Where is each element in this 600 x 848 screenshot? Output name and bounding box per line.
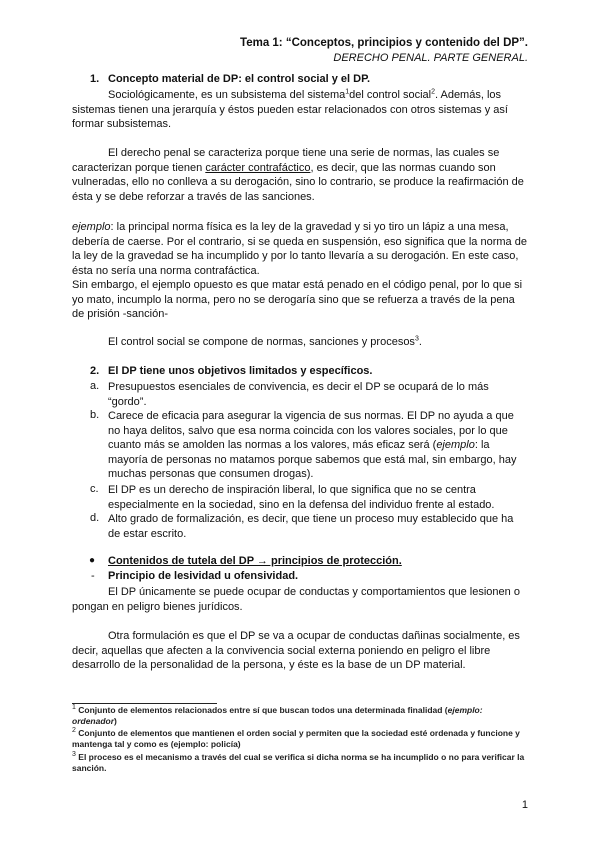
principle-heading: Principio de lesividad u ofensividad.	[108, 570, 299, 582]
document-title: Tema 1: “Conceptos, principios y contenido del DP”.	[240, 37, 528, 49]
footnote-ref-1: 1	[345, 88, 350, 96]
list-item: Alto grado de formalización, es decir, que tiene un proceso muy establecido que ha de estar escrito.	[108, 513, 514, 540]
list-item-label: c.	[90, 483, 99, 495]
dash-marker: -	[91, 570, 95, 582]
paragraph-formulation: Otra formulación es que el DP se va a ocupar de conductas dañinas socialmente, es decir, aquellas que afecten a la convivencia social externa poniendo en peligro el libre desarrollo de la personalidad de la persona, y éste es la base de un DP material.	[72, 630, 520, 672]
footnote-1: $^1$ Conjunto de elementos relacionados entre sí que buscan todos una determinada finalidad (ejemplo: ordenador)	[72, 704, 483, 726]
footnote-3: $^3$ El proceso es el mecanismo a través del cual se verifica si dicha norma se ha incumplido o no para verificar la sanción.	[72, 751, 525, 773]
document-subtitle: DERECHO PENAL. PARTE GENERAL.	[333, 52, 528, 64]
footnote-ref-3: 3	[414, 335, 419, 343]
paragraph-lesividad: El DP únicamente se puede ocupar de conductas y comportamientos que lesionen o pongan en peligro bienes jurídicos.	[72, 586, 520, 613]
list-item: El DP es un derecho de inspiración liberal, lo que significa que no se centra especialmente en la sociedad, sino en la defensa del individuo frente al estado.	[108, 484, 495, 511]
list-item-label: d.	[90, 512, 100, 524]
section-1-number: 1.	[90, 73, 100, 85]
paragraph-example-killing: Sin embargo, el ejemplo opuesto es que matar está penado en el código penal, por lo que si yo mato, incumplo la norma, pero no se derogaría sino que se refuerza a través de la pena de prisión -sanción-	[72, 279, 523, 321]
list-item: Presupuestos esenciales de convivencia, es decir el DP se ocupará de lo más “gordo”.	[108, 381, 489, 408]
list-item: Carece de eficacia para asegurar la vigencia de sus normas. El DP no ayuda a que no haya delitos, salvo que esa norma coincida con los valores sociales, por lo que cuanto más se amolden las normas a los valores, más eficaz será (ejemplo: la mayoría de personas no matamos porque sabemos que está mal, sin embargo, hay muchas personas que consumen drogas).	[108, 410, 517, 481]
paragraph-social-control: El control social se compone de normas, sanciones y procesos$^3$.	[108, 335, 422, 348]
page-number: 1	[521, 799, 528, 811]
section-1-heading: Concepto material de DP: el control social y el DP.	[108, 73, 371, 85]
list-item-label: a.	[90, 380, 100, 392]
paragraph-counterfactual: El derecho penal se caracteriza porque tiene una serie de normas, las cuales se caracterizan porque tienen carácter contrafáctico, es decir, que las normas cuando son vulneradas, ello no conlleva a su derogación, sino lo contrario, se produce la reafirmación de ésta y se debe reforzar a través de las sanciones.	[72, 147, 524, 203]
footnote-separator	[72, 703, 217, 704]
counterfactual-term: carácter contrafáctico	[205, 161, 311, 174]
list-item-label: b.	[90, 409, 100, 421]
footnote-2: $^2$ Conjunto de elementos que mantienen el orden social y permiten que la sociedad esté ordenada y funcione y mantenga tal y como es (ejemplo: policía)	[72, 727, 520, 749]
bullet-icon: ●	[89, 555, 96, 566]
section-2-heading: El DP tiene unos objetivos limitados y específicos.	[108, 365, 373, 377]
paragraph-sociology: Sociológicamente, es un subsistema del sistema$^1$del control social$^2$. Además, los sistemas tienen una jerarquía y éstos pueden estar relacionados con otros sistemas y así formar subsistemas.	[72, 88, 508, 131]
footnote-ref-2: 2	[431, 88, 435, 96]
section-3-heading: Contenidos de tutela del DP → principios de protección.	[108, 555, 402, 567]
paragraph-example-gravity: ejemplo: la principal norma física es la ley de la gravedad y si yo tiro un lápiz a una mesa, debería de caerse. Por el contrario, si se queda en suspensión, eso significa que la norma de la ley de la gravedad se ha incumplido y por lo tanto llevaría a su derogación. En este caso, ésta no sería una norma contrafáctica.	[72, 221, 527, 277]
section-2-number: 2.	[90, 365, 100, 377]
